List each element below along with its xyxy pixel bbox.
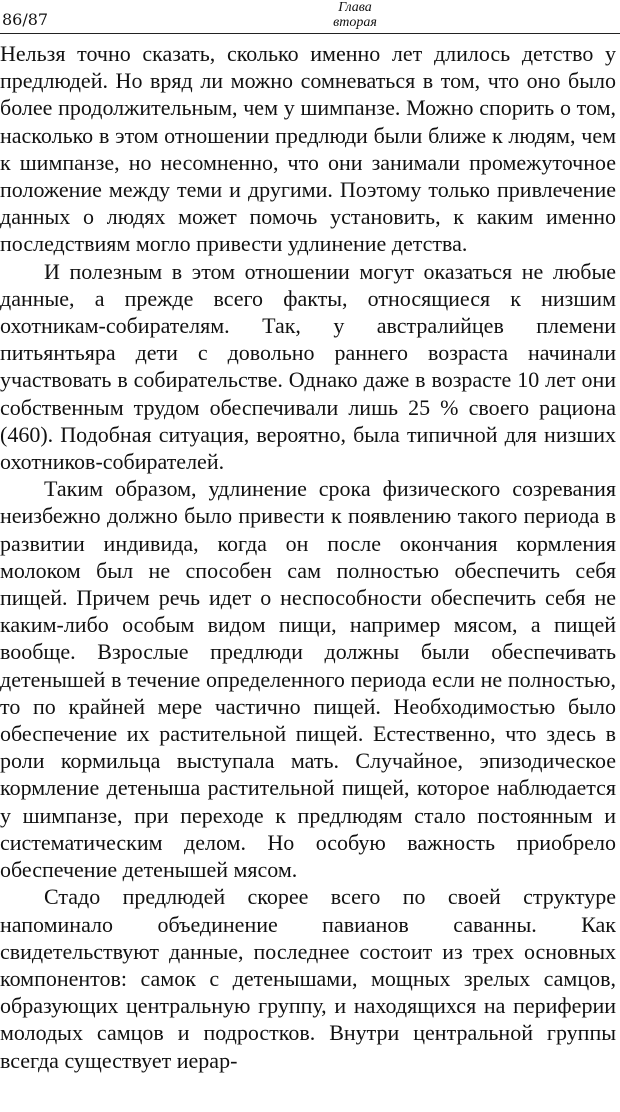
page-header (0, 0, 620, 34)
chapter-number: вторая (333, 15, 377, 30)
paragraph: И полезным в этом отношении могут оказаться не любые данные, а прежде всего факты, относящиеся к низшим охотникам-собирателям. Так, у австралийцев племени питьянтьяра дети с довольно раннего возраста начинали участвовать в собирательстве. Однако даже в возрасте 10 лет они собственным трудом обеспечивали лишь 25 % своего рациона (460). Подобная ситуация, вероятно, была типичной для низших охотников-собирателей. (0, 258, 616, 475)
page-number: 86/87 (2, 10, 49, 29)
chapter-heading (300, 0, 410, 30)
text-body (0, 40, 616, 1074)
header-rule (0, 33, 620, 34)
chapter-label: Глава (338, 0, 372, 15)
paragraph: Нельзя точно сказать, сколько именно лет длилось детство у предлюдей. Но вряд ли можно сомневаться в том, что оно было более продолжительным, чем у шимпанзе. Можно спорить о том, насколько в этом отношении предлюди были ближе к людям, чем к шимпанзе, но несомненно, что они занимали промежуточное положение между теми и другими. Поэтому только привлечение данных о людях может помочь установить, к каким именно последствиям могло привести удлинение детства. (0, 41, 616, 257)
paragraph: Таким образом, удлинение срока физического созревания неизбежно должно было привести к появлению такого периода в развитии индивида, когда он после окончания кормления молоком был не способен сам полностью обеспечить себя пищей. Причем речь идет о неспособности обеспечить себя не каким-либо особым видом пищи, например мясом, а пищей вообще. Взрослые предлюди должны были обеспечивать детенышей в течение определенного периода если не полностью, то по крайней мере частично пищей. Необходимостью было обеспечение их растительной пищей. Естественно, что здесь в роли кормильца выступала мать. Случайное, эпизодическое кормление детеныша растительной пищей, которое наблюдается у шимпанзе, при переходе к предлюдям стало постоянным и систематическим делом. Но особую важность приобрело обеспечение детенышей мясом. (0, 476, 616, 883)
paragraph: Стадо предлюдей скорее всего по своей структуре напоминало объединение павианов саванны. Как свидетельствуют данные, последнее состоит из трех основных компонентов: самок с детенышами, мощных зрелых самцов, образующих центральную группу, и находящихся на периферии молодых самцов и подростков. Внутри центральной группы всегда существует иерар- (0, 884, 616, 1073)
